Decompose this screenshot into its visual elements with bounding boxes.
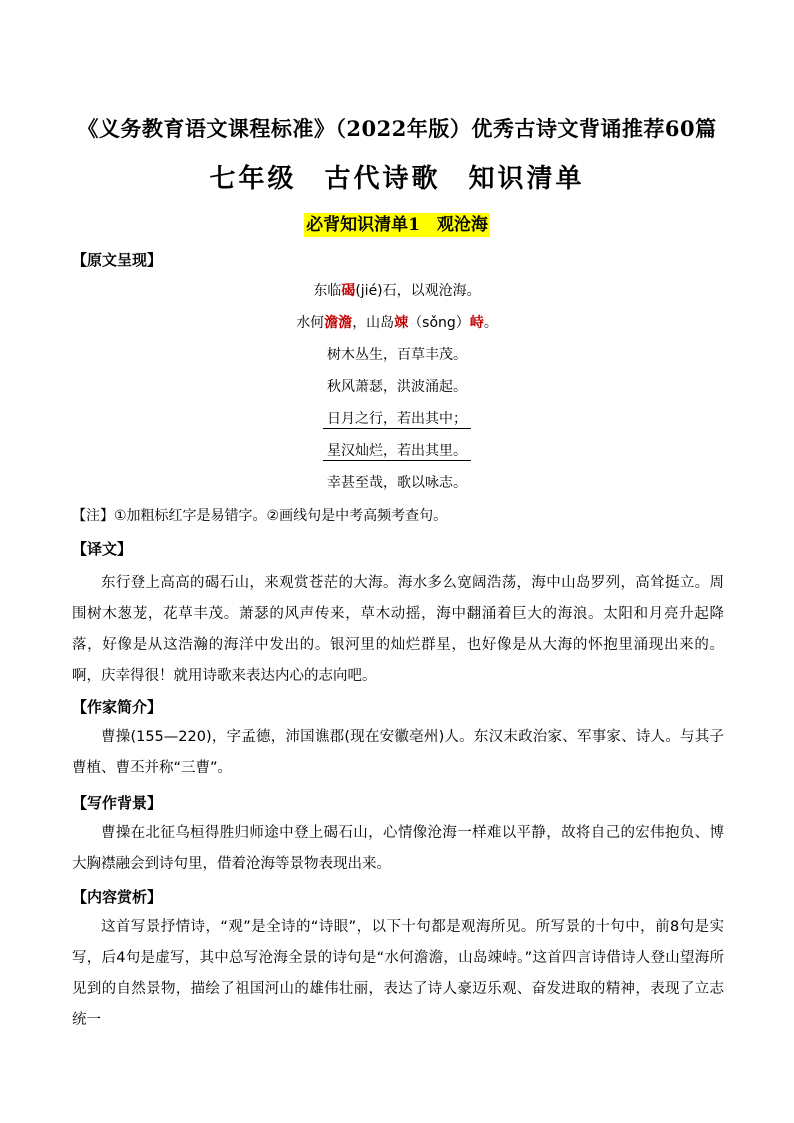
section-banner [0, 210, 794, 235]
main-title: 《义务教育语文课程标准》（2022年版）优秀古诗文背诵推荐60篇 [77, 116, 717, 141]
background-heading: 【写作背景】 [72, 794, 163, 812]
analysis-text: 这首写景抒情诗，“观”是全诗的“诗眼”，以下十句都是观海所见。所写景的十句中，前8句是实写，后4句是虚写，其中总写沧海全景的诗句是“水何澹澹，山岛竦峙。”这首四言诗借诗人登山望海所见到的自然景物，描绘了祖国河山的雄伟壮丽，表达了诗人豪迈乐观、奋发进取的精神，表现了立志统一 [72, 919, 724, 1028]
author-heading: 【作家简介】 [72, 698, 163, 716]
section-banner-text: 必背知识清单1 观沧海 [306, 215, 488, 235]
original-heading: 【原文呈现】 [72, 251, 163, 269]
poem-line: 水何澹澹，山岛竦（sǒng）峙。 [296, 315, 498, 331]
poem-line: 幸甚至哉，歌以咏志。 [327, 475, 467, 491]
translation-heading: 【译文】 [72, 540, 133, 558]
author-text: 曹操(155—220)，字孟德，沛国谯郡(现在安徽亳州)人。东汉末政治家、军事家、诗人。与其子曹植、曹丕并称“三曹”。 [72, 729, 724, 776]
annotation-note: 【注】①加粗标红字是易错字。②画线句是中考高频考查句。 [72, 508, 448, 524]
subtitle-category: 古代诗歌 [324, 164, 441, 194]
poem-line: 东临碣(jié)石，以观沧海。 [313, 283, 481, 299]
background-text: 曹操在北征乌桓得胜归师途中登上碣石山，心情像沧海一样难以平静，故将自己的宏伟抱负、博大胸襟融会到诗句里，借着沧海等景物表现出来。 [72, 825, 724, 872]
grade-subtitle [0, 158, 794, 195]
poem-line: 树木丛生，百草丰茂。 [327, 347, 467, 363]
poem-line-underlined: 日月之行，若出其中； [0, 407, 794, 439]
translation-text: 东行登上高高的碣石山，来观赏苍茫的大海。海水多么宽阔浩荡，海中山岛罗列，高耸挺立。周围树木葱茏，花草丰茂。萧瑟的风声传来，草木动摇，海中翻涌着巨大的海浪。太阳和月亮升起降落，好像是从这浩瀚的海洋中发出的。银河里的灿烂群星，也好像是从大海的怀抱里涌现出来的。啊，庆幸得很！就用诗歌来表达内心的志向吧。 [72, 575, 724, 684]
poem-text [0, 279, 794, 503]
poem-line-underlined: 星汉灿烂，若出其里。 [0, 439, 794, 471]
analysis-heading: 【内容赏析】 [72, 888, 163, 906]
subtitle-list: 知识清单 [468, 164, 585, 194]
poem-line: 秋风萧瑟，洪波涌起。 [327, 379, 467, 395]
subtitle-grade: 七年级 [209, 164, 297, 194]
